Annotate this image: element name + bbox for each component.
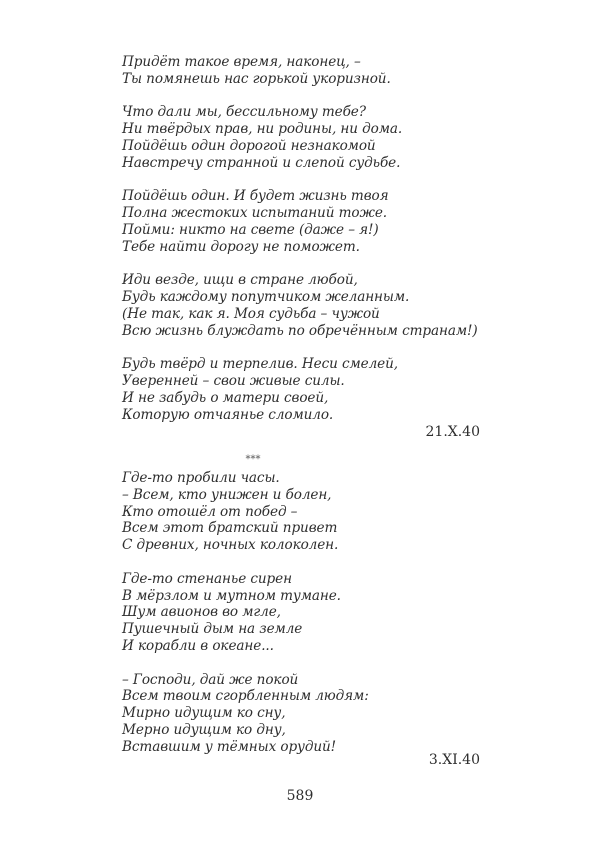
poem-1-stanza-1	[122, 54, 482, 88]
poem-2-date: 3.XI.40	[428, 752, 480, 768]
verse-line: Навстречу странной и слепой судьбе.	[122, 154, 401, 171]
verse-line: Пойми: никто на свете (даже – я!)	[122, 221, 379, 238]
page-number: 589	[286, 788, 314, 804]
verse-line: Где-то стенанье сирен	[122, 570, 292, 587]
verse-line: И не забудь о матери своей,	[122, 389, 329, 406]
verse-line: Мерно идущим ко дну,	[122, 721, 286, 738]
poem-2	[122, 470, 482, 772]
verse-line: Будь твёрд и терпелив. Неси смелей,	[122, 356, 398, 373]
verse-line: Где-то пробили часы.	[122, 470, 280, 486]
verse-line: В мёрзлом и мутном тумане.	[122, 587, 341, 604]
verse-line: Полна жестоких испытаний тоже.	[122, 205, 387, 222]
verse-line: Кто отошёл от побед –	[122, 503, 298, 520]
verse-line: (Не так, как я. Моя судьба – чужой	[122, 305, 380, 322]
verse-line: Шум авионов во мгле,	[122, 604, 281, 621]
verse-line: С древних, ночных колоколен.	[122, 537, 339, 554]
verse-line: Ты помянешь нас горькой укоризной.	[122, 70, 391, 87]
verse-line: Ни твёрдых прав, ни родины, ни дома.	[122, 121, 403, 138]
verse-line: Вставшим у тёмных орудий!	[122, 738, 337, 755]
verse-line: Придёт такое время, наконец, –	[122, 54, 361, 70]
verse-line: Пойдёшь один. И будет жизнь твоя	[122, 188, 389, 205]
poem-2-stanza-1	[122, 470, 482, 554]
verse-line: Всем этот братский привет	[122, 520, 338, 537]
poem-1-date: 21.X.40	[425, 424, 480, 440]
verse-line: И корабли в океане...	[122, 637, 274, 654]
verse-line: – Господи, дай же покой	[122, 671, 299, 688]
verse-line: Всю жизнь блуждать по обречённым странам!)	[122, 322, 478, 339]
verse-line: Которую отчаянье сломило.	[122, 406, 334, 423]
poem-1-stanza-4	[122, 272, 482, 339]
poem-1-stanza-5	[122, 356, 482, 423]
verse-line: Пушечный дым на земле	[122, 621, 303, 638]
verse-line: Иди везде, ищи в стране любой,	[122, 272, 358, 289]
poem-2-stanza-2	[122, 571, 482, 655]
verse-line: Пойдёшь один дорогой незнакомой	[122, 137, 376, 154]
verse-line: Всем твоим сгорбленным людям:	[122, 688, 369, 705]
verse-line: Будь каждому попутчиком желанным.	[122, 289, 410, 306]
poem-1-stanza-2	[122, 104, 482, 171]
verse-line: – Всем, кто унижен и болен,	[122, 486, 332, 503]
poem-1	[122, 54, 482, 440]
verse-line: Уверенней – свои живые силы.	[122, 373, 345, 390]
poem-1-stanza-3	[122, 188, 482, 255]
verse-line: Тебе найти дорогу не поможет.	[122, 238, 360, 255]
poem-2-stanza-3	[122, 672, 482, 756]
verse-line: Что дали мы, бессильному тебе?	[122, 104, 366, 121]
section-separator: ***	[245, 454, 261, 465]
verse-line: Мирно идущим ко сну,	[122, 705, 286, 722]
